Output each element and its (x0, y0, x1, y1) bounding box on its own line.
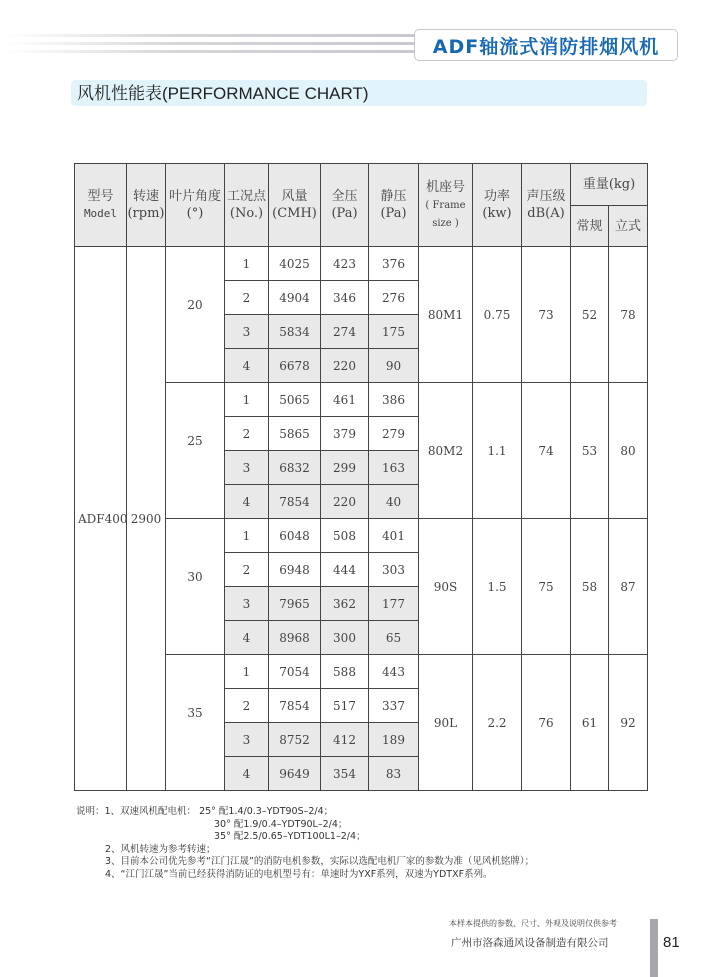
point-cell: 2 (225, 689, 269, 723)
total-pressure-cell: 220 (321, 485, 369, 519)
airflow-cell: 5865 (269, 417, 321, 451)
airflow-cell: 6678 (269, 349, 321, 383)
point-cell: 3 (225, 587, 269, 621)
static-pressure-cell: 65 (369, 621, 419, 655)
power-cell: 1.1 (473, 383, 522, 519)
angle-cell: 20 (166, 247, 225, 383)
weight-standard-cell: 53 (571, 383, 609, 519)
static-pressure-cell: 279 (369, 417, 419, 451)
note-1-35deg: 35° 配2.5/0.65–YDT100L1–2/4； (214, 831, 366, 842)
airflow-cell: 6948 (269, 553, 321, 587)
airflow-cell: 4904 (269, 281, 321, 315)
point-cell: 4 (225, 485, 269, 519)
total-pressure-cell: 517 (321, 689, 369, 723)
point-cell: 3 (225, 451, 269, 485)
static-pressure-cell: 303 (369, 553, 419, 587)
weight-vertical-cell: 78 (609, 247, 648, 383)
note-2: 2、风机转速为参考转速； (105, 843, 216, 855)
page-header-title: ADF轴流式消防排烟风机 (414, 29, 678, 61)
note-4: 4、“江门江晟”当前已经获得消防证的电机型号有：单速时为YXF系列，双速为YDTXF系列。 (105, 868, 493, 880)
airflow-cell: 5834 (269, 315, 321, 349)
weight-standard-cell: 58 (571, 519, 609, 655)
point-cell: 2 (225, 553, 269, 587)
point-cell: 4 (225, 757, 269, 791)
header-speed: 转速 (rpm) (127, 164, 166, 247)
frame-cell: 80M1 (419, 247, 473, 383)
note-1: 说明：1、双速风机配电机： 25° 配1.4/0.3–YDT90S–2/4； (76, 806, 334, 817)
point-cell: 1 (225, 655, 269, 689)
point-cell: 2 (225, 417, 269, 451)
airflow-cell: 8752 (269, 723, 321, 757)
power-cell: 0.75 (473, 247, 522, 383)
header-power: 功率 (kw) (473, 164, 522, 247)
noise-cell: 75 (522, 519, 571, 655)
weight-vertical-cell: 92 (609, 655, 648, 791)
total-pressure-cell: 379 (321, 417, 369, 451)
static-pressure-cell: 177 (369, 587, 419, 621)
airflow-cell: 8968 (269, 621, 321, 655)
total-pressure-cell: 412 (321, 723, 369, 757)
total-pressure-cell: 362 (321, 587, 369, 621)
total-pressure-cell: 274 (321, 315, 369, 349)
page-number: 81 (663, 934, 680, 951)
table-row (75, 247, 648, 281)
airflow-cell: 7054 (269, 655, 321, 689)
point-cell: 4 (225, 621, 269, 655)
frame-cell: 90L (419, 655, 473, 791)
header-angle: 叶片角度 (°) (166, 164, 225, 247)
static-pressure-cell: 276 (369, 281, 419, 315)
static-pressure-cell: 40 (369, 485, 419, 519)
static-pressure-cell: 401 (369, 519, 419, 553)
angle-cell: 30 (166, 519, 225, 655)
airflow-cell: 9649 (269, 757, 321, 791)
footer-company: 广州市洛森通风设备制造有限公司 (451, 937, 609, 949)
notes (76, 806, 534, 881)
point-cell: 3 (225, 723, 269, 757)
header-weight-vertical: 立式 (609, 206, 648, 247)
point-cell: 2 (225, 281, 269, 315)
airflow-cell: 7854 (269, 689, 321, 723)
weight-vertical-cell: 80 (609, 383, 648, 519)
airflow-cell: 6048 (269, 519, 321, 553)
noise-cell: 76 (522, 655, 571, 791)
point-cell: 1 (225, 247, 269, 281)
angle-cell: 35 (166, 655, 225, 791)
performance-table (74, 163, 648, 791)
total-pressure-cell: 508 (321, 519, 369, 553)
total-pressure-cell: 220 (321, 349, 369, 383)
total-pressure-cell: 299 (321, 451, 369, 485)
header-decor-lines (5, 34, 417, 54)
airflow-cell: 5065 (269, 383, 321, 417)
angle-cell: 25 (166, 383, 225, 519)
point-cell: 1 (225, 519, 269, 553)
static-pressure-cell: 83 (369, 757, 419, 791)
weight-standard-cell: 52 (571, 247, 609, 383)
header-weight-standard: 常规 (571, 206, 609, 247)
frame-cell: 90S (419, 519, 473, 655)
total-pressure-cell: 423 (321, 247, 369, 281)
airflow-cell: 6832 (269, 451, 321, 485)
total-pressure-cell: 346 (321, 281, 369, 315)
total-pressure-cell: 444 (321, 553, 369, 587)
airflow-cell: 7854 (269, 485, 321, 519)
page-number-bar (650, 919, 658, 977)
model-cell: ADF400 (75, 247, 127, 791)
point-cell: 4 (225, 349, 269, 383)
frame-cell: 80M2 (419, 383, 473, 519)
total-pressure-cell: 588 (321, 655, 369, 689)
static-pressure-cell: 175 (369, 315, 419, 349)
static-pressure-cell: 163 (369, 451, 419, 485)
static-pressure-cell: 337 (369, 689, 419, 723)
static-pressure-cell: 386 (369, 383, 419, 417)
speed-cell: 2900 (127, 247, 166, 791)
note-3: 3、目前本公司优先参考“江门江晟”的消防电机参数，实际以选配电机厂家的参数为准（见风机铭牌）； (105, 856, 535, 867)
total-pressure-cell: 354 (321, 757, 369, 791)
header-point: 工况点 (No.) (225, 164, 269, 247)
header-airflow: 风量 (CMH) (269, 164, 321, 247)
header-model: 型号 Model (75, 164, 127, 247)
static-pressure-cell: 376 (369, 247, 419, 281)
section-title: 风机性能表(PERFORMANCE CHART) (71, 80, 647, 106)
header-total-pressure: 全压 (Pa) (321, 164, 369, 247)
airflow-cell: 7965 (269, 587, 321, 621)
static-pressure-cell: 189 (369, 723, 419, 757)
total-pressure-cell: 461 (321, 383, 369, 417)
static-pressure-cell: 90 (369, 349, 419, 383)
total-pressure-cell: 300 (321, 621, 369, 655)
noise-cell: 73 (522, 247, 571, 383)
noise-cell: 74 (522, 383, 571, 519)
static-pressure-cell: 443 (369, 655, 419, 689)
weight-standard-cell: 61 (571, 655, 609, 791)
power-cell: 2.2 (473, 655, 522, 791)
header-frame: 机座号 ( Frame size ) (419, 164, 473, 247)
point-cell: 3 (225, 315, 269, 349)
power-cell: 1.5 (473, 519, 522, 655)
airflow-cell: 4025 (269, 247, 321, 281)
weight-vertical-cell: 87 (609, 519, 648, 655)
point-cell: 1 (225, 383, 269, 417)
header-static-pressure: 静压 (Pa) (369, 164, 419, 247)
header-noise: 声压级 dB(A) (522, 164, 571, 247)
header-weight: 重量(kg) (571, 164, 648, 206)
note-1-30deg: 30° 配1.9/0.4–YDT90L–2/4； (214, 818, 348, 830)
footer-disclaimer: 本样本提供的参数、尺寸、外观及说明仅供参考 (449, 919, 617, 928)
